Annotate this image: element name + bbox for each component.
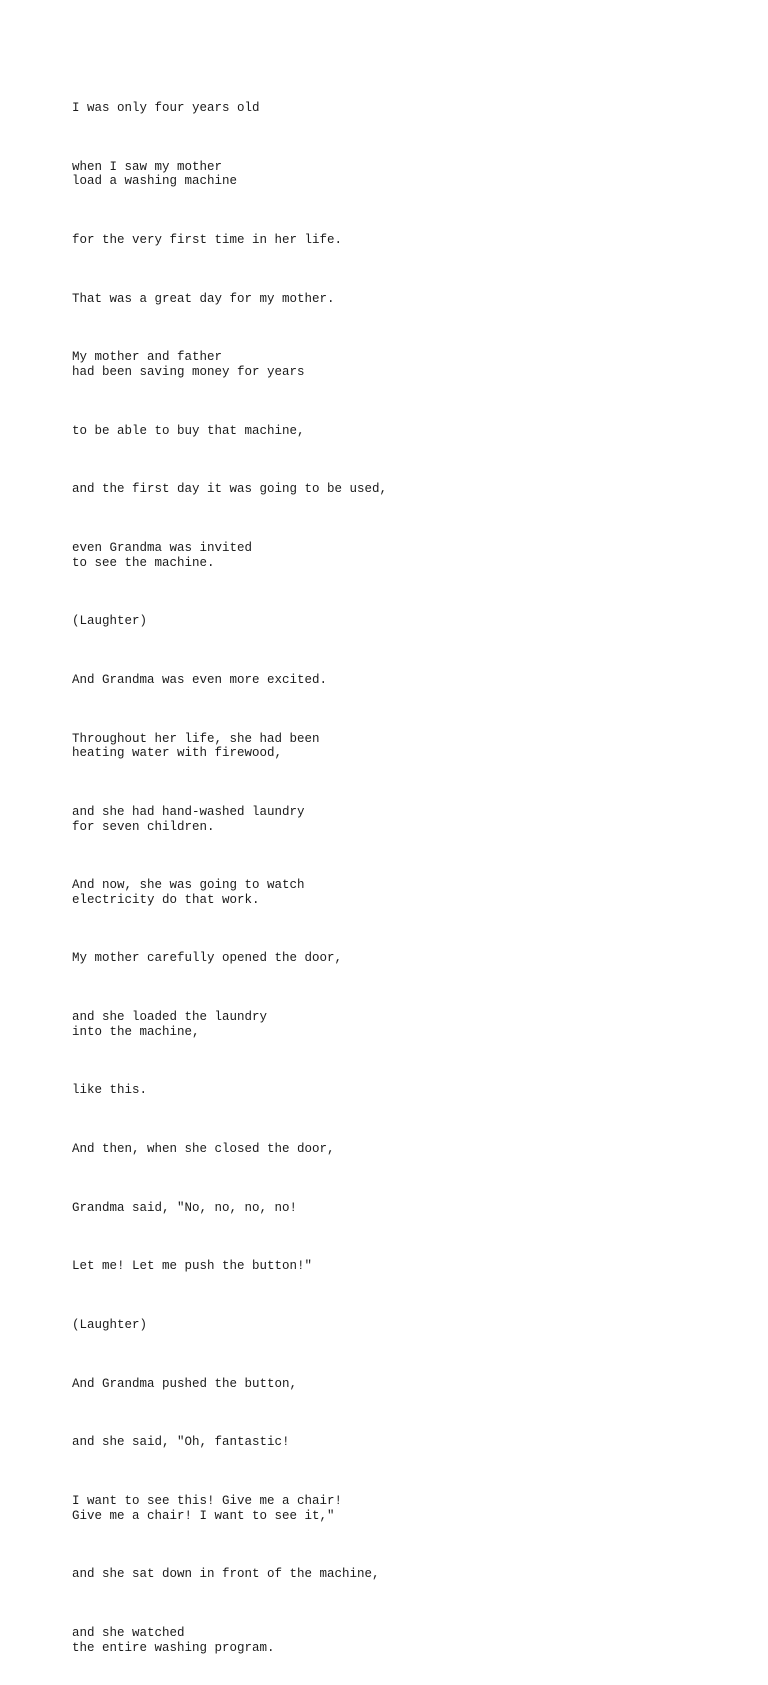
- paragraph: [72, 1435, 712, 1450]
- paragraph: [72, 951, 712, 966]
- paragraph: [72, 160, 712, 189]
- text-line: when I saw my mother: [72, 159, 223, 174]
- text-line: (Laughter): [72, 1318, 148, 1333]
- text-line: and she sat down in front of the machine,: [72, 1567, 380, 1582]
- paragraph: [72, 1494, 712, 1523]
- text-line: That was a great day for my mother.: [72, 291, 335, 306]
- text-line: And Grandma pushed the button,: [72, 1376, 298, 1391]
- paragraph: [72, 805, 712, 834]
- paragraph: [72, 1318, 712, 1333]
- paragraph: [72, 292, 712, 307]
- paragraph: [72, 424, 712, 439]
- text-line: and she loaded the laundry: [72, 1010, 268, 1025]
- text-line: My mother and father: [72, 350, 223, 365]
- text-line: I was only four years old: [72, 101, 260, 116]
- text-line: and she watched: [72, 1626, 185, 1641]
- text-line: electricity do that work.: [72, 892, 260, 907]
- paragraph: [72, 1201, 712, 1216]
- text-line: heating water with firewood,: [72, 746, 283, 761]
- text-line: for the very first time in her life.: [72, 233, 343, 248]
- paragraph: [72, 350, 712, 379]
- text-line: and she said, "Oh, fantastic!: [72, 1435, 290, 1450]
- paragraph: [72, 673, 712, 688]
- text-line: Let me! Let me push the button!": [72, 1259, 313, 1274]
- text-line: load a washing machine: [72, 174, 238, 189]
- text-line: for seven children.: [72, 819, 215, 834]
- text-line: and the first day it was going to be used,: [72, 482, 388, 497]
- paragraph: [72, 1259, 712, 1274]
- text-line: even Grandma was invited: [72, 541, 253, 556]
- text-line: the entire washing program.: [72, 1640, 275, 1655]
- text-line: into the machine,: [72, 1024, 200, 1039]
- text-line: and she had hand-washed laundry: [72, 804, 305, 819]
- paragraph: [72, 101, 712, 116]
- paragraph: [72, 878, 712, 907]
- paragraph: [72, 614, 712, 629]
- text-line: (Laughter): [72, 614, 148, 629]
- text-line: like this.: [72, 1083, 148, 1098]
- paragraph: [72, 1626, 712, 1655]
- text-line: My mother carefully opened the door,: [72, 951, 343, 966]
- paragraph: [72, 1010, 712, 1039]
- paragraph: [72, 732, 712, 761]
- text-line: And now, she was going to watch: [72, 878, 305, 893]
- text-line: Throughout her life, she had been: [72, 731, 320, 746]
- text-line: to be able to buy that machine,: [72, 423, 305, 438]
- paragraph: [72, 1083, 712, 1098]
- paragraph: [72, 1142, 712, 1157]
- text-line: I want to see this! Give me a chair!: [72, 1494, 343, 1509]
- paragraph: [72, 1377, 712, 1392]
- paragraph: [72, 541, 712, 570]
- text-line: had been saving money for years: [72, 365, 305, 380]
- text-line: Give me a chair! I want to see it,": [72, 1508, 335, 1523]
- text-line: And Grandma was even more excited.: [72, 673, 328, 688]
- paragraph: [72, 482, 712, 497]
- text-line: Grandma said, "No, no, no, no!: [72, 1200, 298, 1215]
- paragraph: [72, 1567, 712, 1582]
- transcript-page: [72, 72, 712, 1685]
- text-line: to see the machine.: [72, 555, 215, 570]
- text-line: And then, when she closed the door,: [72, 1142, 335, 1157]
- paragraph: [72, 233, 712, 248]
